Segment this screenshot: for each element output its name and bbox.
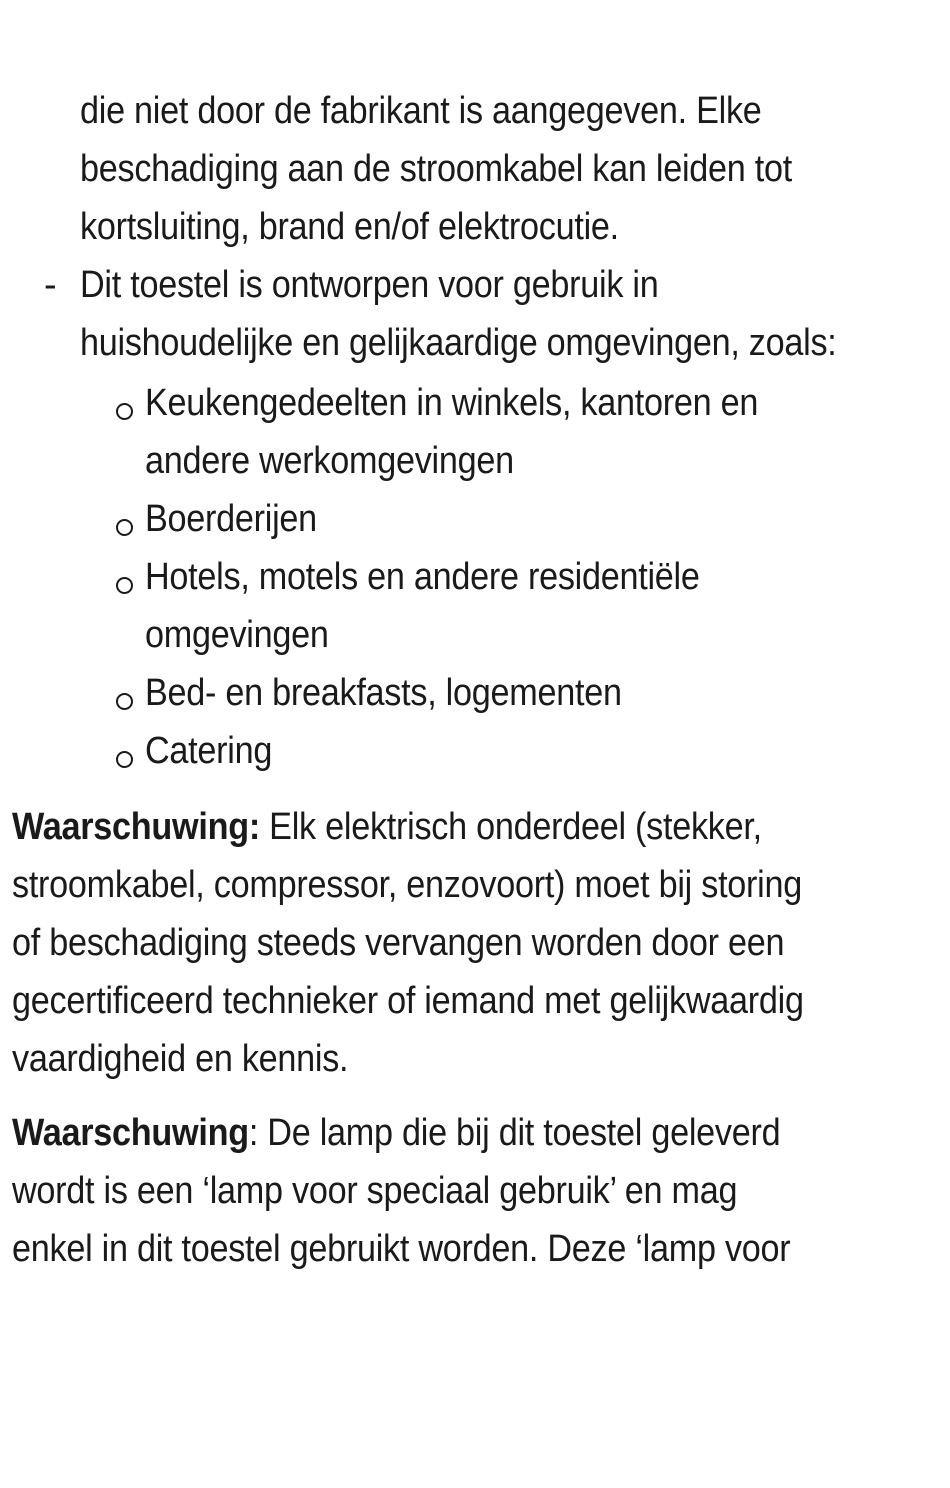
sub-item-line: Bed- en breakfasts, logementen (145, 672, 622, 714)
circle-bullet-icon (116, 751, 133, 768)
circle-bullet-icon (116, 693, 133, 710)
sub-item-line: Boerderijen (145, 498, 317, 540)
warning-first-line (12, 1104, 780, 1162)
sub-item-line: omgevingen (145, 614, 329, 656)
paragraph-line: die niet door de fabrikant is aangegeven. Elke (80, 90, 762, 132)
sub-item-line: Hotels, motels en andere residentiële (145, 556, 700, 598)
warning-line: enkel in dit toestel gebruikt worden. Deze ‘lamp voor (12, 1228, 791, 1270)
warning-line: of beschadiging steeds vervangen worden door een (12, 922, 785, 964)
warning-line: vaardigheid en kennis. (12, 1038, 349, 1080)
warning-line: stroomkabel, compressor, enzovoort) moet bij storing (12, 864, 803, 906)
warning-first-line (12, 798, 762, 856)
paragraph-line: beschadiging aan de stroomkabel kan leiden tot (80, 148, 792, 190)
warning-text: Elk elektrisch onderdeel (stekker, (259, 806, 762, 848)
warning-text: : De lamp die bij dit toestel geleverd (248, 1112, 781, 1154)
dash-bullet: - (44, 264, 57, 306)
warning-line: gecertificeerd technieker of iemand met gelijkwaardig (12, 980, 804, 1022)
sub-item-line: andere werkomgevingen (145, 440, 514, 482)
list-item-line: Dit toestel is ontworpen voor gebruik in (80, 264, 659, 306)
paragraph-line: kortsluiting, brand en/of elektrocutie. (80, 206, 619, 248)
warning-line: wordt is een ‘lamp voor speciaal gebruik’ en mag (12, 1170, 738, 1212)
sub-item-line: Keukengedeelten in winkels, kantoren en (145, 382, 759, 424)
circle-bullet-icon (116, 403, 133, 420)
warning-label: Waarschuwing (12, 1112, 249, 1154)
circle-bullet-icon (116, 519, 133, 536)
sub-item-line: Catering (145, 730, 273, 772)
warning-label: Waarschuwing: (12, 806, 260, 848)
list-item-line: huishoudelijke en gelijkaardige omgevingen, zoals: (80, 322, 837, 364)
circle-bullet-icon (116, 577, 133, 594)
